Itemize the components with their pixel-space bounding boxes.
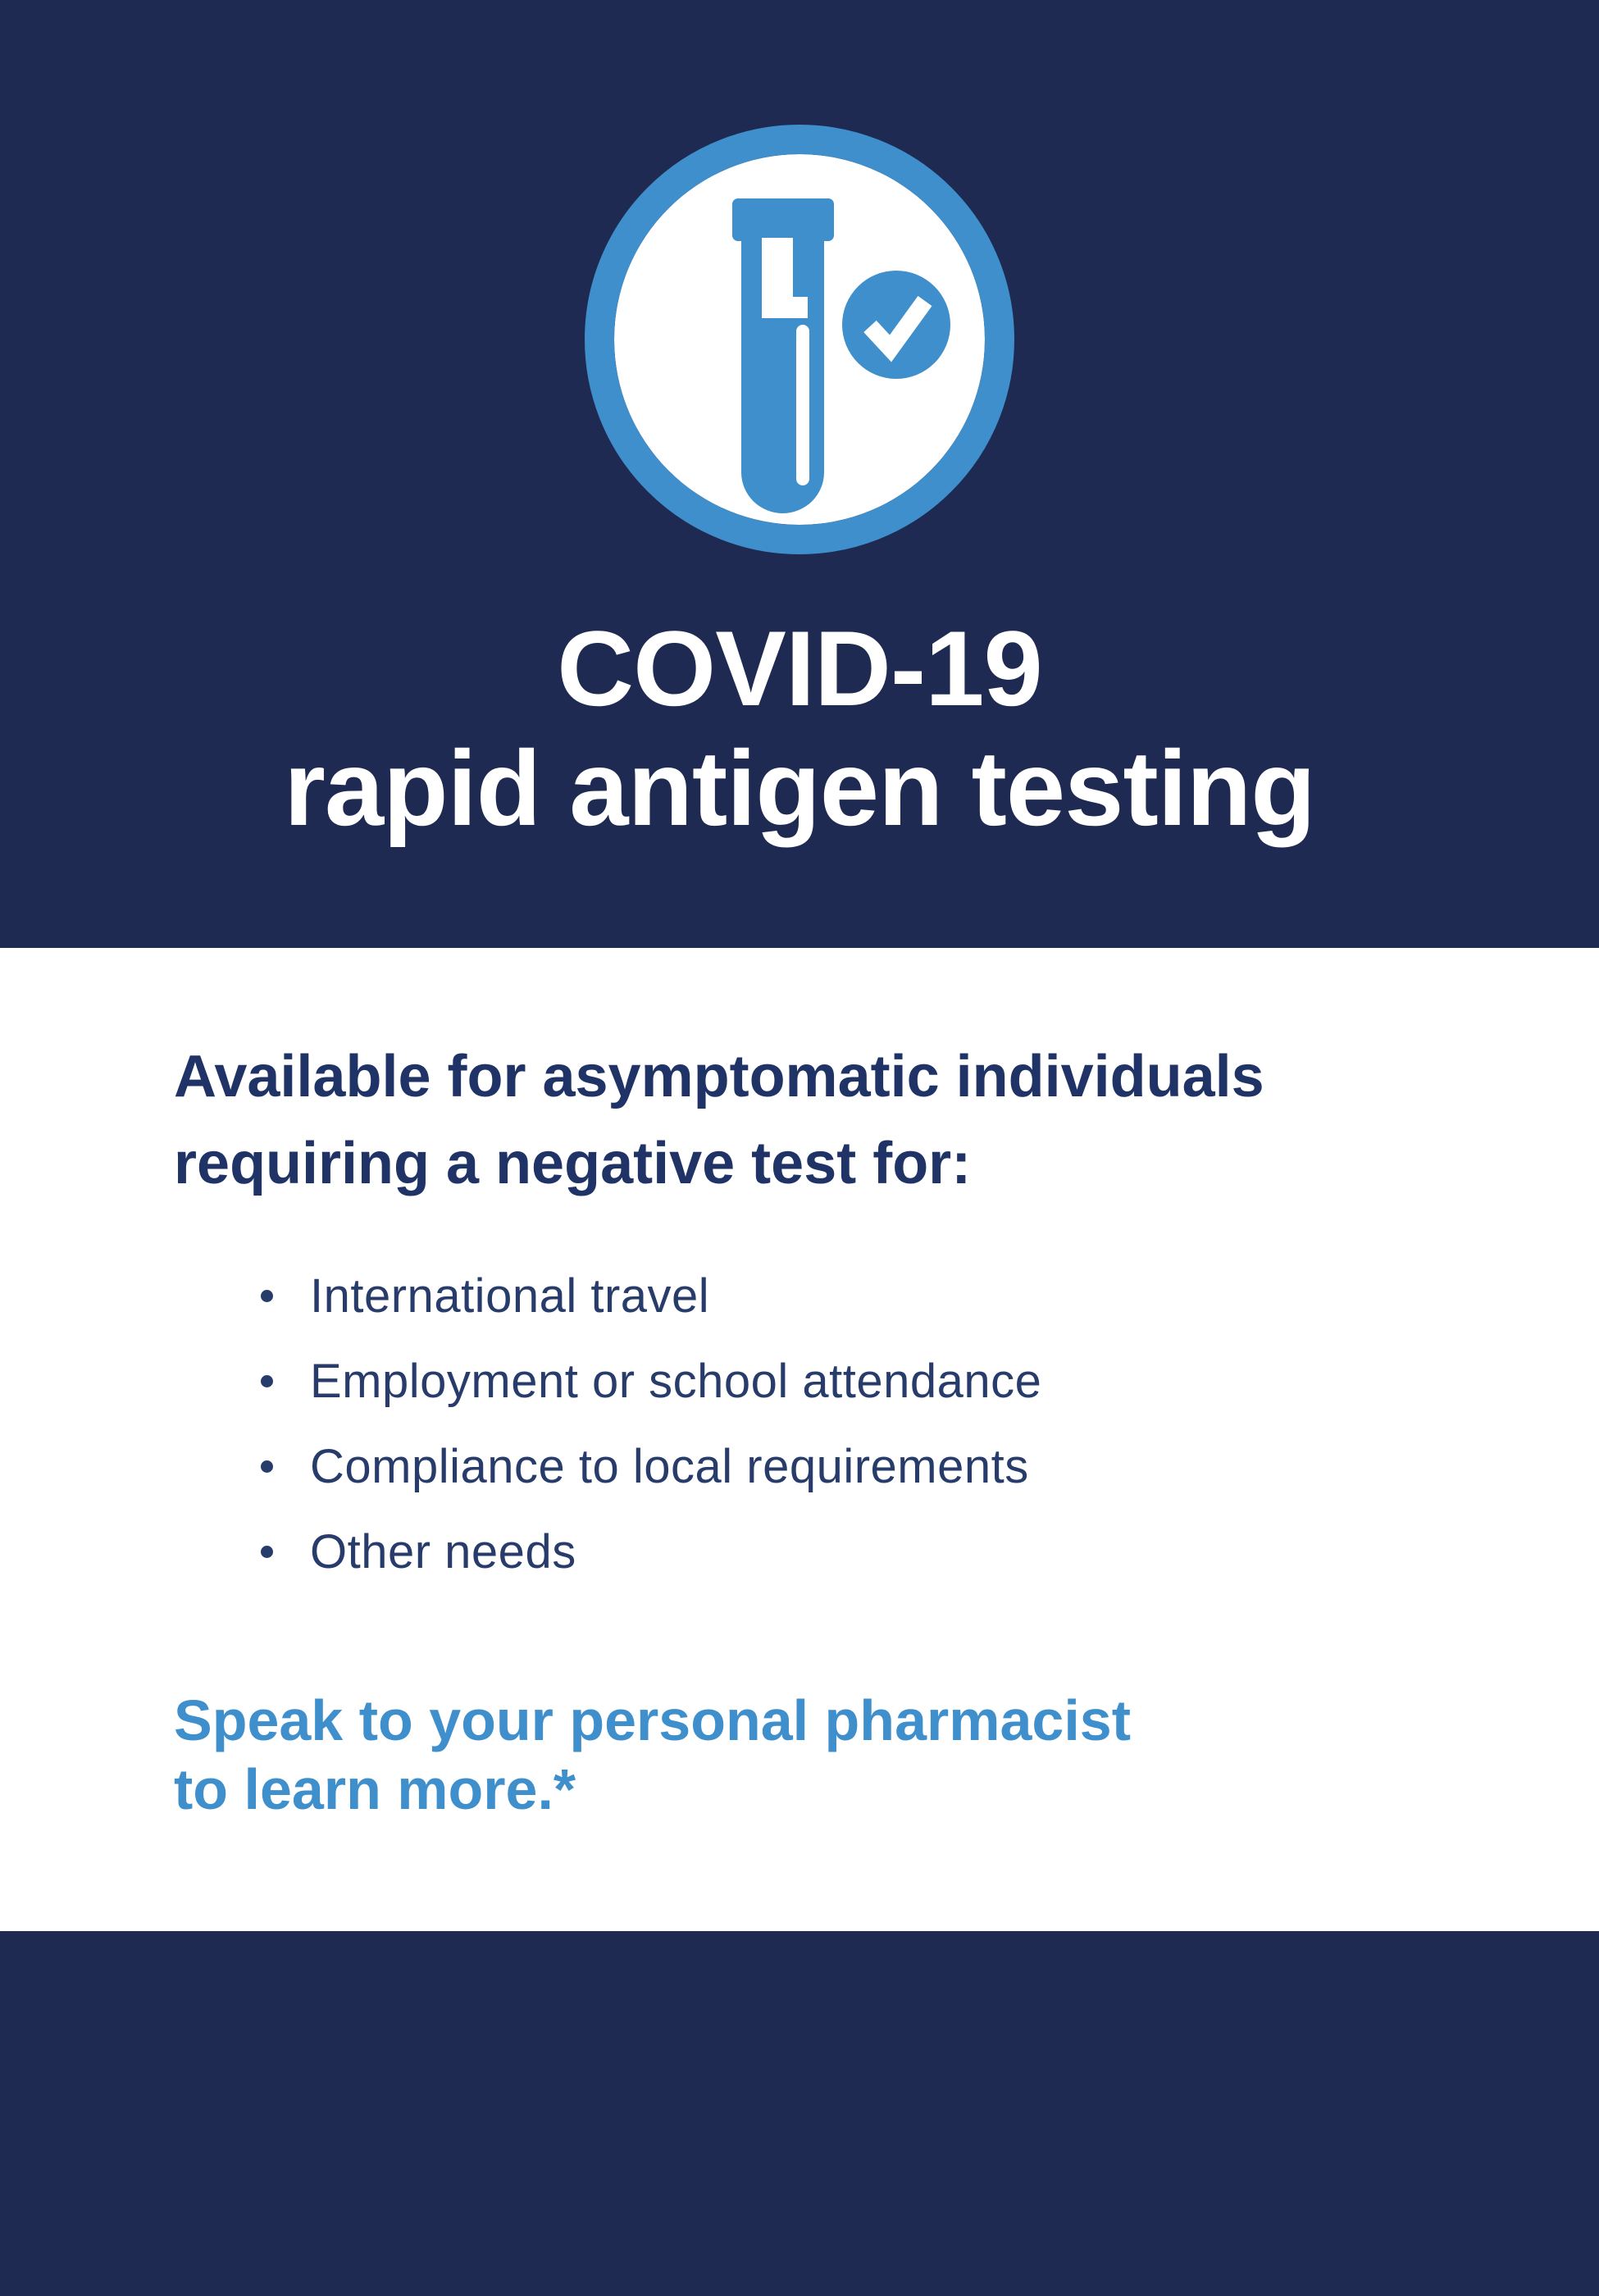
list-item-label: International travel bbox=[310, 1269, 710, 1323]
cta-text bbox=[174, 1686, 1404, 1824]
list-item-label: Employment or school attendance bbox=[310, 1354, 1042, 1408]
list-item-label: Compliance to local requirements bbox=[310, 1439, 1029, 1493]
cta-line2: to learn more.* bbox=[174, 1757, 576, 1821]
poster-title-line1: COVID-19 bbox=[557, 608, 1042, 728]
list-item bbox=[261, 1338, 1409, 1424]
footer-band bbox=[0, 1931, 1599, 2296]
checkmark-circle bbox=[842, 271, 950, 379]
headline-line2: requiring a negative test for: bbox=[174, 1131, 972, 1196]
poster-title-line2: rapid antigen testing bbox=[284, 728, 1315, 848]
cta-line1: Speak to your personal pharmacist bbox=[174, 1688, 1132, 1752]
list-item-label: Other needs bbox=[310, 1524, 576, 1578]
headline-line1: Available for asymptomatic individuals bbox=[174, 1044, 1264, 1109]
test-tube-check-icon bbox=[585, 125, 1014, 554]
list-item bbox=[261, 1253, 1409, 1338]
requirements-list bbox=[261, 1253, 1409, 1594]
list-item bbox=[261, 1424, 1409, 1509]
availability-headline bbox=[174, 1033, 1502, 1207]
header-band bbox=[0, 0, 1599, 948]
list-item bbox=[261, 1509, 1409, 1594]
poster-title bbox=[0, 608, 1599, 848]
